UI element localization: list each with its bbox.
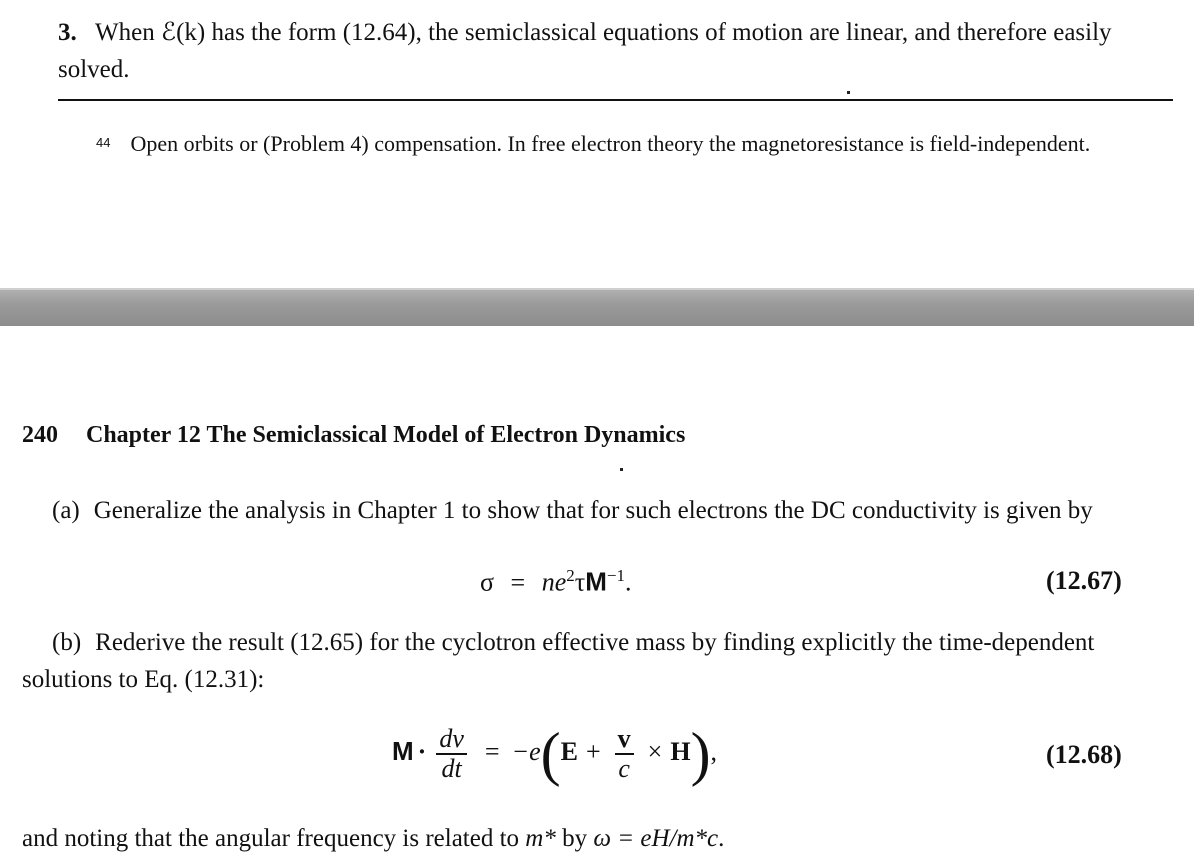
eq1-tau: τ (574, 567, 586, 597)
scan-speck (847, 91, 850, 94)
previous-page-fragment (0, 0, 1194, 288)
footnote-marker: 44 (96, 135, 111, 150)
footnote-text: Open orbits or (Problem 4) compensation. In free electron theory the magnetoresistance is field-independent. (130, 131, 1091, 156)
closing-mstar: m* (525, 825, 556, 852)
eq2-dt: dt (441, 754, 462, 783)
footnote-rule (58, 99, 1173, 101)
eq2-v: v (615, 725, 634, 755)
part-a-paragraph (22, 492, 1142, 529)
problem-number: 3. (58, 19, 77, 46)
part-a-label: (a) (52, 497, 80, 524)
eq2-plus: + (585, 736, 601, 766)
closing-paragraph (22, 820, 1142, 857)
equation-12-68 (392, 721, 718, 787)
part-b-text: Rederive the result (12.65) for the cyclotron effective mass by finding explicitly the time-dependent solutions to Eq. (12.31): (22, 629, 1095, 693)
eq2-right-paren: ) (690, 721, 711, 787)
eq2-dot: · (417, 736, 427, 766)
eq1-sigma: σ (480, 567, 495, 597)
eq1-exp-minus1: −1 (606, 566, 625, 585)
eq1-exp2: 2 (566, 566, 575, 585)
eq1-M: M (585, 566, 607, 597)
eq2-comma: , (710, 736, 718, 766)
part-b-label: (b) (52, 629, 82, 656)
eq2-fraction-dvdt (436, 725, 467, 783)
eq2-equals: = (484, 736, 500, 766)
running-head: Chapter 12 The Semiclassical Model of Electron Dynamics (86, 422, 686, 448)
eq1-e: e (554, 567, 567, 597)
page-number: 240 (22, 422, 58, 448)
footnote (58, 125, 1173, 161)
eq2-H: H (670, 736, 691, 766)
eq2-c: c (618, 754, 630, 783)
eq2-fraction-vc (615, 725, 634, 783)
eq2-left-paren: ( (540, 721, 561, 787)
equation-number-12-68: (12.68) (1046, 740, 1122, 769)
equation-12-67 (480, 566, 631, 598)
eq1-equals: = (510, 567, 526, 597)
eq2-E: E (560, 736, 578, 766)
eq2-times: × (647, 736, 663, 766)
closing-text-by: by (555, 825, 594, 852)
equation-number-12-67: (12.67) (1046, 566, 1122, 595)
eq1-period: . (624, 567, 632, 597)
eq2-minus-e: −e (511, 736, 541, 766)
eq2-M: M (392, 735, 414, 766)
problem-text: When ℰ(k) has the form (12.64), the semiclassical equations of motion are linear, and therefore easily solved. (58, 19, 1112, 83)
problem-3 (58, 14, 1173, 88)
scan-speck (620, 468, 623, 471)
part-b-paragraph (22, 624, 1142, 698)
eq2-dv: dv (436, 725, 467, 755)
eq1-n: n (541, 567, 555, 597)
closing-text-1: and noting that the angular frequency is related to (22, 825, 526, 852)
running-header (22, 422, 685, 449)
part-a-text: Generalize the analysis in Chapter 1 to show that for such electrons the DC conductivity is given by (93, 497, 1093, 524)
page-divider (0, 288, 1194, 326)
closing-period: . (718, 825, 725, 852)
closing-omega-expression: ω = eH/m*c (593, 825, 719, 852)
